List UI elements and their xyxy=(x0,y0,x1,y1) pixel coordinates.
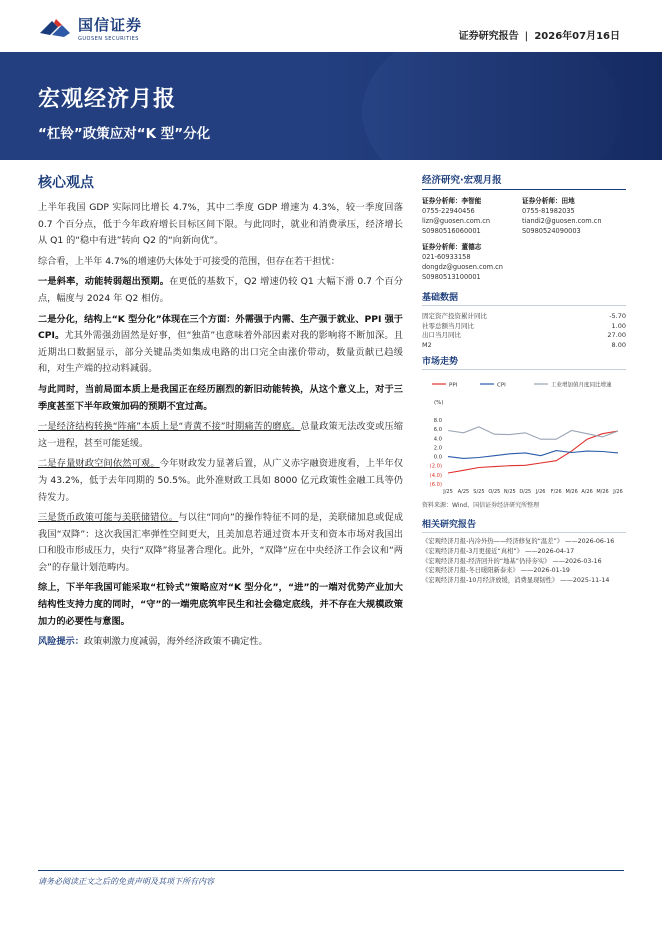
paragraph-summary: 综合看，上半年 4.7%的增速仍大体处于可接受的范围，但存在若干担忧： xyxy=(38,255,340,267)
analyst-cert: S0980516060001 xyxy=(422,227,481,235)
report-date: 2026年07月16日 xyxy=(534,31,620,42)
x-tick-label: N/25 xyxy=(503,489,516,496)
conclusion-text: 综上，下半年我国可能采取“杠铃式”策略应对“K 型分化”，“进”的一端对优势产业加大结构性支持力度的同时，“守”的一端兜底筑牢民生和社会稳定底线，并不存在大规模政策加力的必要性与意图。 xyxy=(38,582,403,627)
footer-disclaimer: 请务必阅读正文之后的免责声明及其项下所有内容 xyxy=(38,877,214,886)
fiscal-lead: 二是存量财政空间依然可观。 xyxy=(38,458,160,470)
related-report-link[interactable]: 《宏观经济月报-内冷外热——经济修复的“温差”》 ——2026-06-16 xyxy=(422,538,615,546)
row-value: -5.70 xyxy=(609,312,626,320)
x-tick-label: A/26 xyxy=(581,489,593,496)
analyst-list xyxy=(422,196,626,286)
y-tick-label: 6.0 xyxy=(433,427,442,434)
analyst-card xyxy=(422,242,522,282)
row-label: M2 xyxy=(422,340,432,349)
structure-text: 总量政策无法改变或压缩这一进程，甚至可能延缓。 xyxy=(38,421,404,449)
title-banner xyxy=(0,52,662,160)
series-line-ppi xyxy=(448,431,618,473)
paragraph-gdp: 上半年我国 GDP 实际同比增长 4.7%，其中二季度 GDP 增速为 4.3%，较一季度回落 0.7 个百分点，低于今年政府增长目标区间下限。与此同时，就业和消费承压，经济增长从 Q1 的“稳中有进”转向 Q2 的“向新向优”。 xyxy=(38,202,403,247)
report-meta xyxy=(459,27,620,42)
core-views xyxy=(38,172,403,655)
y-tick-label: 4.0 xyxy=(433,436,442,443)
paragraph-divergence xyxy=(38,312,403,378)
paragraph-risk xyxy=(38,634,403,651)
analyst-name: 证券分析师：董德志 xyxy=(422,243,482,251)
brand-name-cn: 国信证券 xyxy=(78,16,143,34)
market-trend-heading: 市场走势 xyxy=(422,354,626,370)
core-views-heading: 核心观点 xyxy=(38,175,94,191)
analyst-email[interactable]: tiandi2@guosen.com.cn xyxy=(522,217,602,225)
analyst-card xyxy=(522,196,626,236)
analyst-phone: 0755-22940456 xyxy=(422,207,475,215)
risk-label: 风险提示： xyxy=(38,636,84,648)
analyst-email[interactable]: lizn@guosen.com.cn xyxy=(422,217,491,225)
y-tick-label: (6.0) xyxy=(429,482,442,489)
y-tick-label: 8.0 xyxy=(433,418,442,425)
x-tick-label: M/26 xyxy=(565,489,578,496)
fiscal-text: 今年财政发力显著后置，从广义赤字融资进度看，上半年仅为 43.2%，低于去年同期的 50.5%。此外准财政工具如 8000 亿元政策性金融工具等仍待发力。 xyxy=(38,458,404,503)
paragraph-conclusion xyxy=(38,580,403,630)
monetary-lead: 三是货币政策可能与美联储错位。 xyxy=(38,512,179,524)
table-row xyxy=(422,341,626,351)
row-value: 8.00 xyxy=(611,340,626,349)
chart-source: 资料来源：Wind、国信证券经济研究所整理 xyxy=(422,502,540,510)
divergence-lead: 二是分化，结构上“K 型分化”体现在三个方面：外需强于内需、生产强于就业、PPI 强于 CPI。 xyxy=(38,313,403,342)
y-tick-label: 0.0 xyxy=(433,454,442,461)
related-report-link[interactable]: 《宏观经济月报-10月经济放缓，消费显现韧性》 ——2025-11-14 xyxy=(422,576,610,584)
report-subtitle: “杠铃”政策应对“K 型”分化 xyxy=(38,126,211,142)
analyst-cert: S0980524090003 xyxy=(522,227,581,235)
brand-name-en: GUOSEN SECURITIES xyxy=(78,36,139,42)
table-row xyxy=(422,331,626,341)
axis-unit-label: (%) xyxy=(434,400,444,407)
x-tick-label: O/25 xyxy=(488,489,501,496)
monetary-text: 与以往“同向”的操作特征不同的是，美联储加息或促成我国“双降”：这次我国汇率弹性空间更大，且美加息若通过资本开支和资本市场对我国出口和股市形成压力，央行“双降”将显著合理化。此外，“双降”应在中央经济工作会议和“两会”的存量计划范畴内。 xyxy=(38,512,404,573)
analyst-card xyxy=(422,196,522,236)
banner-gradient xyxy=(322,52,662,160)
paragraph-transition xyxy=(38,382,403,415)
basic-data-heading: 基础数据 xyxy=(422,290,626,306)
analyst-phone: 0755-81982035 xyxy=(522,207,575,215)
risk-text: 政策刺激力度减弱，海外经济政策不确定性。 xyxy=(83,636,268,648)
page-header xyxy=(0,0,662,52)
paragraph-fiscal xyxy=(38,456,403,506)
x-tick-label: J/25 xyxy=(443,489,453,496)
market-trend-chart xyxy=(422,376,626,498)
analyst-name: 证券分析师：田地 xyxy=(522,197,575,205)
sidebar-category: 经济研究·宏观月报 xyxy=(422,172,626,190)
paragraph-slope xyxy=(38,274,403,307)
analyst-email[interactable]: dongdz@guosen.com.cn xyxy=(422,263,503,271)
guosen-logo xyxy=(38,14,142,42)
divergence-text: 尤其外需强劲固然是好事，但“独苗”也意味着外部因素对我的影响将不断加深。且近期出口数据显示，部分关键品类如集成电路的出口完全由涨价带动，数量贡献已趋缓和，对生产端的拉动料减弱。 xyxy=(38,330,403,375)
slope-text: 在更低的基数下，Q2 增速仍较 Q1 大幅下滑 0.7 个百分点，幅度与 2024 年 Q2 相仿。 xyxy=(38,276,403,304)
x-tick-label: S/25 xyxy=(473,489,485,496)
analyst-cert: S0980513100001 xyxy=(422,273,481,281)
legend-label: 工业增加值月度同比增速 xyxy=(551,382,612,389)
footer-divider xyxy=(38,870,624,871)
legend-label: PPI xyxy=(449,382,458,389)
row-label: 社零总额当月同比 xyxy=(422,321,474,330)
structure-lead: 一是经济结构转换“阵痛”本质上是“青黄不接”时期痛苦的磨底。 xyxy=(38,421,301,433)
related-report-link[interactable]: 《宏观经济月报-冬日暖阳新泰来》 ——2026-01-19 xyxy=(422,567,570,575)
x-tick-label: M/26 xyxy=(596,489,609,496)
y-tick-label: (4.0) xyxy=(429,473,442,480)
row-label: 出口当月同比 xyxy=(422,331,461,340)
row-value: 27.00 xyxy=(607,331,626,340)
trend-chart-svg xyxy=(422,376,626,498)
slope-lead: 一是斜率，动能转弱超出预期。 xyxy=(38,276,170,288)
legend-label: CPI xyxy=(497,382,506,389)
paragraph-structure xyxy=(38,419,403,452)
x-tick-label: J/26 xyxy=(535,489,546,496)
paragraph-monetary xyxy=(38,510,403,576)
related-research-heading: 相关研究报告 xyxy=(422,517,626,533)
guosen-logo-icon xyxy=(38,15,72,41)
table-row xyxy=(422,322,626,332)
table-row xyxy=(422,312,626,322)
related-report-link[interactable]: 《宏观经济月报-经济回升的“地基”仍待夯实》 ——2026-03-16 xyxy=(422,557,602,565)
y-tick-label: (2.0) xyxy=(429,464,442,471)
x-tick-label: A/25 xyxy=(457,489,470,496)
y-tick-label: 2.0 xyxy=(433,445,442,452)
row-label: 固定资产投资累计同比 xyxy=(422,312,487,320)
row-value: 1.00 xyxy=(611,321,626,330)
series-line-cpi xyxy=(448,451,618,459)
x-tick-label: D/25 xyxy=(519,489,532,496)
sidebar xyxy=(422,172,626,585)
related-report-link[interactable]: 《宏观经济月报-3月更接近“真相”》 ——2026-04-17 xyxy=(422,547,575,555)
transition-lead: 与此同时，当前局面本质上是我国正在经历剧烈的新旧动能转换，从这个意义上，对于三季度甚至下半年政策加码的预期不宜过高。 xyxy=(38,383,403,412)
related-research-list xyxy=(422,537,626,585)
report-type: 证券研究报告 xyxy=(458,31,519,42)
header-separator: | xyxy=(524,31,529,42)
report-title: 宏观经济月报 xyxy=(38,87,177,112)
x-tick-label: F/26 xyxy=(550,489,562,496)
basic-data-table xyxy=(422,312,626,350)
x-tick-label: J/26 xyxy=(613,489,623,496)
analyst-name: 证券分析师：李智能 xyxy=(422,197,482,205)
analyst-phone: 021-60933158 xyxy=(422,253,471,261)
